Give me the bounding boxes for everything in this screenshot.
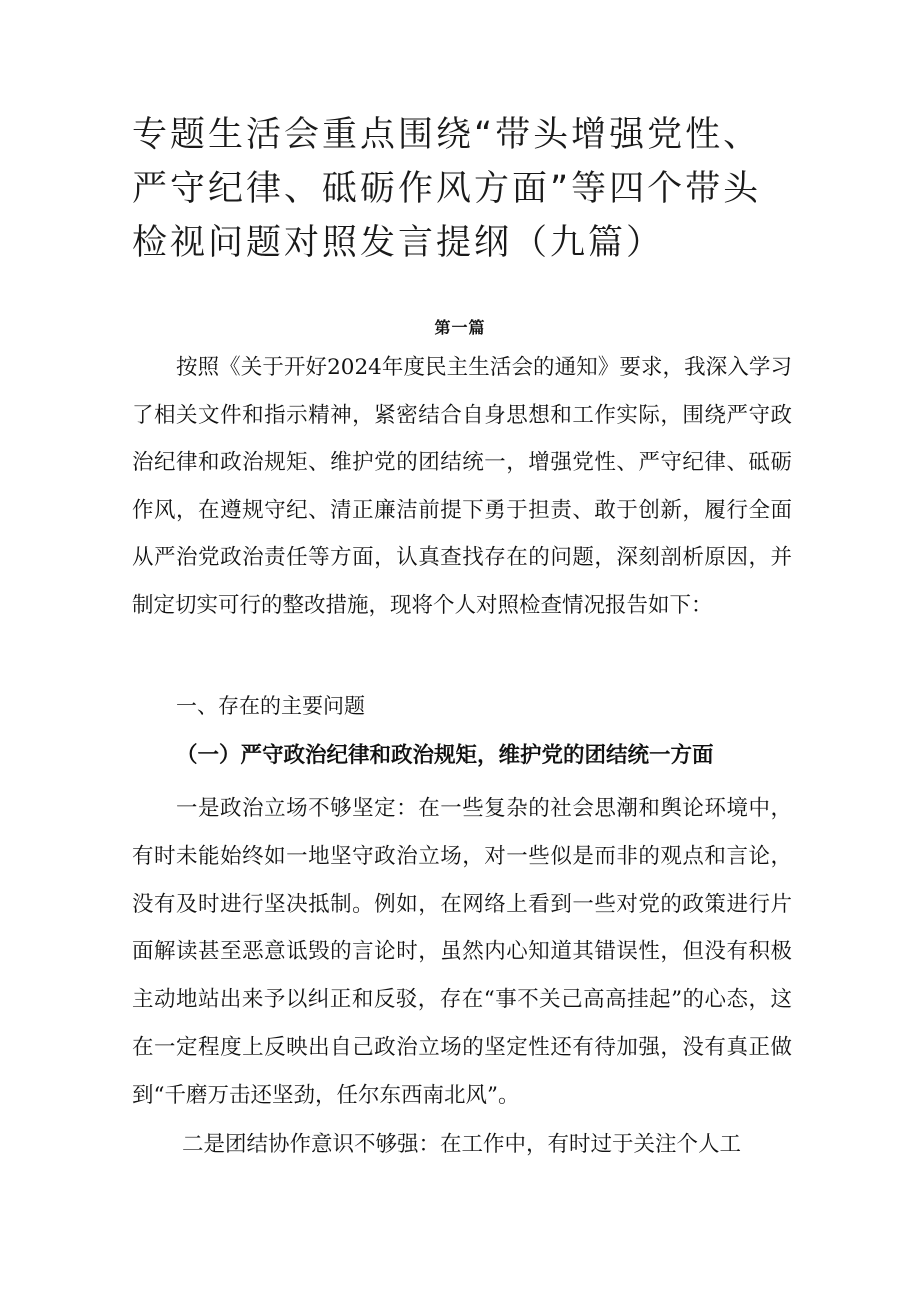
heading-level-2: （一）严守政治纪律和政治规矩，维护党的团结统一方面 xyxy=(176,743,714,768)
body-paragraph-2: 二是团结协作意识不够强：在工作中，有时过于关注个人工 xyxy=(182,1132,742,1157)
document-title: 专题生活会重点围绕“带头增强党性、严守纪律、砥砺作风方面”等四个带头检视问题对照发言提纲（九篇） xyxy=(132,115,762,263)
intro-paragraph: 按照《关于开好2024年度民主生活会的通知》要求，我深入学习了相关文件和指示精神，紧密结合自身思想和工作实际，围绕严守政治纪律和政治规矩、维护党的团结统一，增强党性、严守纪律、砥砺作风，在遵规守纪、清正廉洁前提下勇于担责、敢于创新，履行全面从严治党政治责任等方面，认真查找存在的问题，深刻剖析原因，并制定切实可行的整改措施，现将个人对照检查情况报告如下： xyxy=(132,355,792,618)
heading-level-1: 一、存在的主要问题 xyxy=(176,694,365,718)
section-label: 第一篇 xyxy=(434,318,486,337)
body-paragraph-1: 一是政治立场不够坚定：在一些复杂的社会思潮和舆论环境中，有时未能始终如一地坚守政治立场，对一些似是而非的观点和言论，没有及时进行坚决抵制。例如，在网络上看到一些对党的政策进行片面解读甚至恶意诋毁的言论时，虽然内心知道其错误性，但没有积极主动地站出来予以纠正和反驳，存在“事不关己高高挂起”的心态，这在一定程度上反映出自己政治立场的坚定性还有待加强，没有真正做到“千磨万击还坚劲，任尔东西南北风”。 xyxy=(132,796,792,1108)
